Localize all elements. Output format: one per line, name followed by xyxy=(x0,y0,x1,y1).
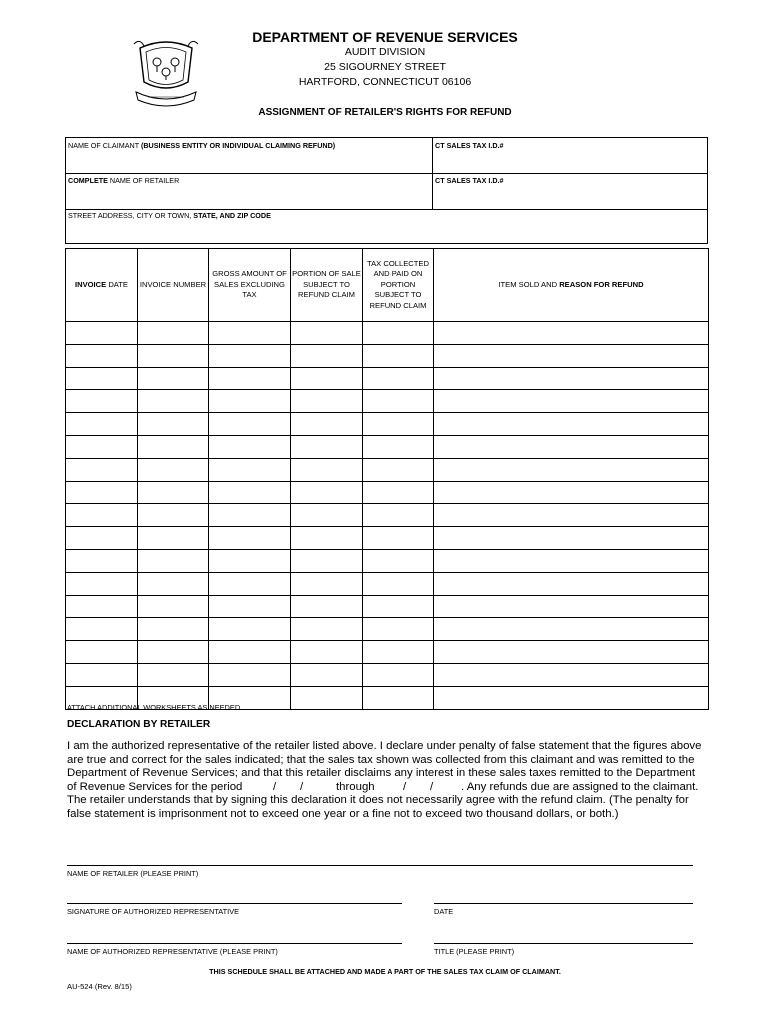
table-cell[interactable] xyxy=(291,435,363,458)
retailer-tax-id-label: CT SALES TAX I.D.# xyxy=(435,176,504,185)
table-cell[interactable] xyxy=(138,595,209,618)
table-row xyxy=(66,367,709,390)
table-cell[interactable] xyxy=(434,663,709,686)
table-cell[interactable] xyxy=(209,663,291,686)
table-cell[interactable] xyxy=(434,549,709,572)
table-cell[interactable] xyxy=(66,413,138,436)
table-cell[interactable] xyxy=(138,663,209,686)
table-cell[interactable] xyxy=(363,527,434,550)
table-cell[interactable] xyxy=(66,595,138,618)
table-row xyxy=(66,481,709,504)
table-cell[interactable] xyxy=(138,504,209,527)
table-cell[interactable] xyxy=(291,527,363,550)
form-number: AU-524 (Rev. 8/15) xyxy=(67,982,132,991)
retailer-tax-id-field[interactable] xyxy=(432,173,708,210)
table-cell[interactable] xyxy=(434,572,709,595)
table-cell[interactable] xyxy=(209,435,291,458)
retailer-name-field[interactable] xyxy=(65,173,433,210)
table-cell[interactable] xyxy=(434,504,709,527)
form-title: ASSIGNMENT OF RETAILER'S RIGHTS FOR REFUND xyxy=(258,107,512,118)
table-cell[interactable] xyxy=(291,322,363,345)
table-cell[interactable] xyxy=(66,344,138,367)
period-slash: / xyxy=(300,780,304,793)
table-cell[interactable] xyxy=(66,663,138,686)
signature-label: SIGNATURE OF AUTHORIZED REPRESENTATIVE xyxy=(67,907,240,916)
table-cell[interactable] xyxy=(434,390,709,413)
table-cell[interactable] xyxy=(363,322,434,345)
table-cell[interactable] xyxy=(434,344,709,367)
table-cell[interactable] xyxy=(66,390,138,413)
table-cell[interactable] xyxy=(209,549,291,572)
table-cell[interactable] xyxy=(66,481,138,504)
table-cell[interactable] xyxy=(138,618,209,641)
table-cell[interactable] xyxy=(291,618,363,641)
table-cell[interactable] xyxy=(291,344,363,367)
table-cell[interactable] xyxy=(363,367,434,390)
retailer-name-label: COMPLETE NAME OF RETAILER xyxy=(68,176,180,185)
table-row xyxy=(66,344,709,367)
table-cell[interactable] xyxy=(209,595,291,618)
table-cell[interactable] xyxy=(209,572,291,595)
date-line[interactable] xyxy=(434,903,693,904)
table-cell[interactable] xyxy=(209,413,291,436)
table-cell[interactable] xyxy=(138,641,209,664)
table-cell[interactable] xyxy=(209,481,291,504)
rep-name-line[interactable] xyxy=(67,943,402,944)
table-cell[interactable] xyxy=(434,481,709,504)
rep-name-label: NAME OF AUTHORIZED REPRESENTATIVE (PLEASE PRINT) xyxy=(67,947,278,956)
table-cell[interactable] xyxy=(209,504,291,527)
period-slash: / xyxy=(430,780,434,793)
table-cell[interactable] xyxy=(291,390,363,413)
table-cell[interactable] xyxy=(138,367,209,390)
claimant-name-label: NAME OF CLAIMANT (BUSINESS ENTITY OR INDIVIDUAL CLAIMING REFUND) xyxy=(68,141,336,150)
col-invoice-number: INVOICE NUMBER xyxy=(138,249,209,322)
table-cell[interactable] xyxy=(434,618,709,641)
table-cell[interactable] xyxy=(363,663,434,686)
period-slash: / xyxy=(403,780,407,793)
declaration-title: DECLARATION BY RETAILER xyxy=(67,719,211,730)
claimant-tax-id-field[interactable] xyxy=(432,137,708,174)
table-cell[interactable] xyxy=(138,413,209,436)
division-line: AUDIT DIVISION xyxy=(344,46,426,58)
table-cell[interactable] xyxy=(291,458,363,481)
table-cell[interactable] xyxy=(66,504,138,527)
table-cell[interactable] xyxy=(434,641,709,664)
table-cell[interactable] xyxy=(434,527,709,550)
address-field[interactable] xyxy=(65,209,708,244)
col-portion-of-sale: PORTION OF SALE SUBJECT TO REFUND CLAIM xyxy=(291,249,363,322)
table-cell[interactable] xyxy=(209,390,291,413)
table-cell[interactable] xyxy=(291,367,363,390)
col-tax-collected: TAX COLLECTED AND PAID ON PORTION SUBJECT TO REFUND CLAIM xyxy=(363,249,434,322)
table-cell[interactable] xyxy=(363,572,434,595)
table-cell[interactable] xyxy=(66,618,138,641)
table-cell[interactable] xyxy=(66,572,138,595)
table-cell[interactable] xyxy=(209,527,291,550)
table-row xyxy=(66,435,709,458)
table-cell[interactable] xyxy=(291,504,363,527)
table-cell[interactable] xyxy=(66,527,138,550)
title-line[interactable] xyxy=(434,943,693,944)
table-cell[interactable] xyxy=(138,435,209,458)
table-cell[interactable] xyxy=(66,367,138,390)
signature-line[interactable] xyxy=(67,903,402,904)
table-cell[interactable] xyxy=(363,618,434,641)
table-cell[interactable] xyxy=(434,367,709,390)
table-cell[interactable] xyxy=(291,572,363,595)
table-cell[interactable] xyxy=(291,641,363,664)
table-cell[interactable] xyxy=(434,458,709,481)
claimant-tax-id-label: CT SALES TAX I.D.# xyxy=(435,141,504,150)
table-cell[interactable] xyxy=(291,549,363,572)
through-word: through xyxy=(336,780,375,793)
table-cell[interactable] xyxy=(363,344,434,367)
table-cell[interactable] xyxy=(66,322,138,345)
table-row xyxy=(66,504,709,527)
table-cell[interactable] xyxy=(363,504,434,527)
table-cell[interactable] xyxy=(434,322,709,345)
table-cell[interactable] xyxy=(434,686,709,709)
table-cell[interactable] xyxy=(66,458,138,481)
department-title: DEPARTMENT OF REVENUE SERVICES xyxy=(252,29,518,45)
table-cell[interactable] xyxy=(434,413,709,436)
retailer-name-line[interactable] xyxy=(67,865,693,866)
city-line: HARTFORD, CONNECTICUT 06106 xyxy=(298,76,472,88)
table-cell[interactable] xyxy=(209,458,291,481)
table-cell[interactable] xyxy=(363,595,434,618)
footer-note: THIS SCHEDULE SHALL BE ATTACHED AND MADE A PART OF THE SALES TAX CLAIM OF CLAIMANT. xyxy=(209,967,561,976)
attach-note: ATTACH ADDITIONAL WORKSHEETS AS NEEDED. xyxy=(67,703,243,712)
table-cell[interactable] xyxy=(363,481,434,504)
table-cell[interactable] xyxy=(363,458,434,481)
table-cell[interactable] xyxy=(209,322,291,345)
table-cell[interactable] xyxy=(291,595,363,618)
table-row xyxy=(66,549,709,572)
table-row xyxy=(66,663,709,686)
table-cell[interactable] xyxy=(66,641,138,664)
table-row xyxy=(66,527,709,550)
state-seal-icon xyxy=(126,38,206,108)
invoice-table xyxy=(65,248,709,710)
table-cell[interactable] xyxy=(363,435,434,458)
table-cell[interactable] xyxy=(209,344,291,367)
date-label: DATE xyxy=(434,907,454,916)
table-row xyxy=(66,413,709,436)
table-cell[interactable] xyxy=(363,641,434,664)
street-line: 25 SIGOURNEY STREET xyxy=(324,61,446,73)
table-header-row xyxy=(66,249,709,322)
table-cell[interactable] xyxy=(138,481,209,504)
table-cell[interactable] xyxy=(209,641,291,664)
period-slash: / xyxy=(273,780,277,793)
table-row xyxy=(66,458,709,481)
table-cell[interactable] xyxy=(434,435,709,458)
table-cell[interactable] xyxy=(138,390,209,413)
table-cell[interactable] xyxy=(66,435,138,458)
table-cell[interactable] xyxy=(209,367,291,390)
table-cell[interactable] xyxy=(291,413,363,436)
table-cell[interactable] xyxy=(138,458,209,481)
table-row xyxy=(66,641,709,664)
declaration-text: I am the authorized representative of the retailer listed above. I declare under penalty of false statement that the figures above are true and correct for the sales indicated; that the sales tax shown was collected from this claimant and was remitted to the Department of Revenue Services; and that this retailer disclaims any interest in these sales taxes remitted to the Department of Revenue Services for the period / / through / / . Any refunds due are assigned to the claimant. The retailer understands that by signing this declaration it does not necessarily agree with the refund claim. (The penalty for false statement is imprisonment not to exceed one year or a fine not to exceed two thousand dollars, or both.) xyxy=(67,740,702,820)
table-cell[interactable] xyxy=(291,663,363,686)
col-item-reason: ITEM SOLD AND REASON FOR REFUND xyxy=(434,249,709,322)
claimant-name-field[interactable] xyxy=(65,137,433,174)
retailer-name-print-label: NAME OF RETAILER (PLEASE PRINT) xyxy=(67,869,199,878)
table-cell[interactable] xyxy=(291,481,363,504)
table-cell[interactable] xyxy=(291,686,363,709)
table-cell[interactable] xyxy=(138,527,209,550)
table-cell[interactable] xyxy=(66,549,138,572)
table-cell[interactable] xyxy=(138,549,209,572)
table-cell[interactable] xyxy=(138,572,209,595)
table-cell[interactable] xyxy=(363,549,434,572)
address-label: STREET ADDRESS, CITY OR TOWN, STATE, AND ZIP CODE xyxy=(68,211,271,220)
table-row xyxy=(66,595,709,618)
table-cell[interactable] xyxy=(363,390,434,413)
col-gross-amount: GROSS AMOUNT OF SALES EXCLUDING TAX xyxy=(209,249,291,322)
table-cell[interactable] xyxy=(138,344,209,367)
table-cell[interactable] xyxy=(138,322,209,345)
table-row xyxy=(66,618,709,641)
table-row xyxy=(66,322,709,345)
col-invoice-date: INVOICE DATE xyxy=(66,249,138,322)
table-row xyxy=(66,390,709,413)
table-row xyxy=(66,572,709,595)
table-cell[interactable] xyxy=(209,618,291,641)
table-cell[interactable] xyxy=(363,686,434,709)
table-cell[interactable] xyxy=(434,595,709,618)
table-cell[interactable] xyxy=(363,413,434,436)
title-label: TITLE (PLEASE PRINT) xyxy=(434,947,515,956)
